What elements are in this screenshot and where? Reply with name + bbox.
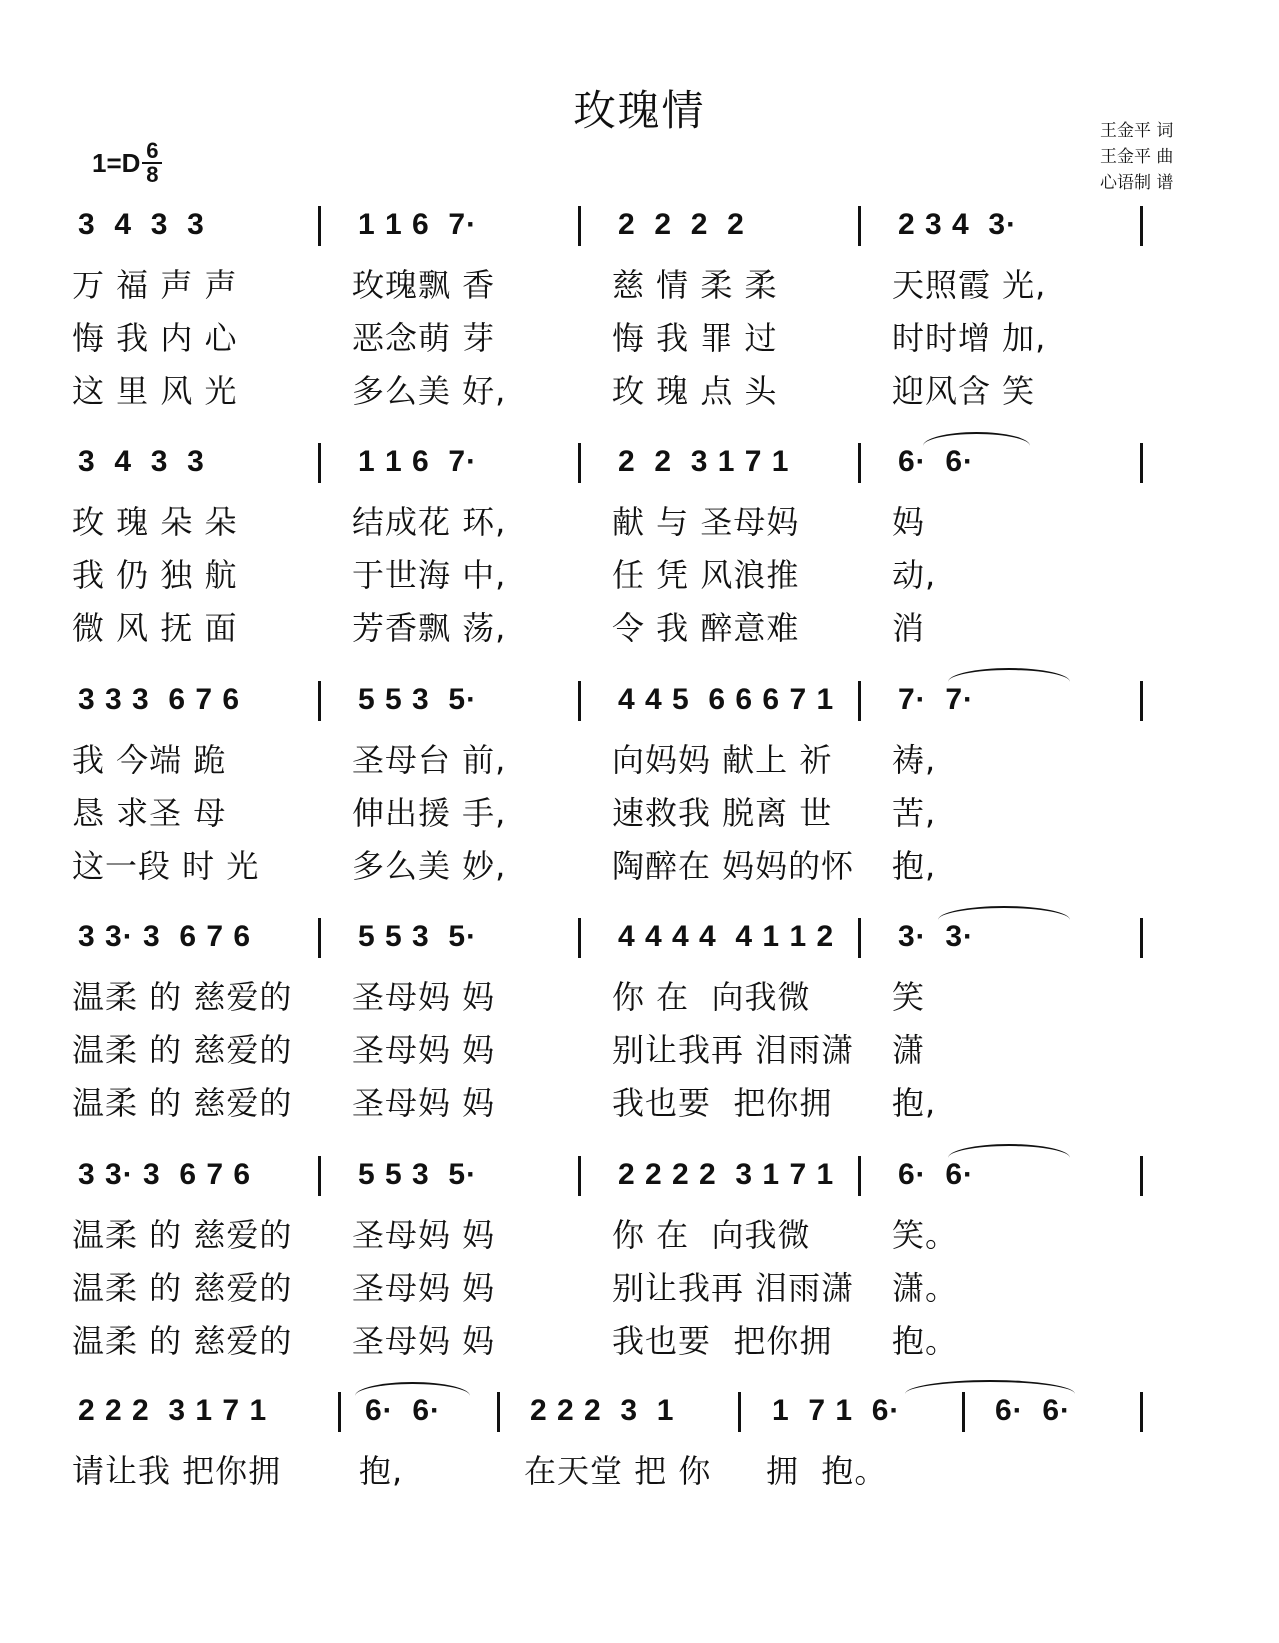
measure-notes: 2 2 3 1 7 1	[618, 445, 790, 478]
lyric-text: 抱,	[892, 1084, 937, 1122]
barline	[1140, 681, 1143, 721]
barline	[578, 918, 581, 958]
lyric-text: 在天堂 把 你	[524, 1452, 712, 1490]
lyric-line	[0, 309, 1279, 362]
lyric-text: 苦,	[892, 794, 937, 832]
lyric-text: 我 今端 跪	[72, 741, 227, 779]
notation-row	[0, 1150, 1279, 1206]
lyric-text: 别让我再 泪雨潇	[612, 1269, 855, 1307]
slur	[938, 906, 1070, 920]
key-label: 1=D	[92, 147, 141, 178]
lyricist-credit: 王金平 词	[1100, 121, 1174, 141]
credits	[1100, 118, 1173, 196]
barline	[858, 681, 861, 721]
lyric-text: 多么美 好,	[352, 372, 507, 410]
barline	[738, 1392, 741, 1432]
barline	[858, 1156, 861, 1196]
lyric-text: 悔 我 内 心	[72, 319, 238, 357]
lyric-text: 消	[892, 609, 926, 647]
lyric-text: 我也要 把你拥	[612, 1322, 833, 1360]
barline	[318, 681, 321, 721]
lyric-line	[0, 837, 1279, 890]
lyric-text: 天照霞 光,	[892, 266, 1047, 304]
barline	[318, 206, 321, 246]
lyric-text: 圣母妈 妈	[352, 978, 496, 1016]
lyric-text: 笑	[892, 978, 926, 1016]
lyric-line	[0, 1259, 1279, 1312]
lyric-text: 圣母妈 妈	[352, 1216, 496, 1254]
lyric-text: 温柔 的 慈爱的	[72, 1031, 293, 1069]
barline	[578, 681, 581, 721]
barline	[1140, 206, 1143, 246]
lyric-text: 时时增 加,	[892, 319, 1047, 357]
lyric-text: 迎风含 笑	[892, 372, 1036, 410]
lyric-text: 请让我 把你拥	[72, 1452, 282, 1490]
lyric-text: 令 我 醉意难	[612, 609, 800, 647]
slur	[948, 668, 1070, 682]
measure-notes: 3 4 3 3	[78, 445, 205, 478]
lyric-line	[0, 1206, 1279, 1259]
barline	[1140, 918, 1143, 958]
lyric-line	[0, 1074, 1279, 1127]
lyric-text: 这一段 时 光	[72, 847, 260, 885]
lyric-text: 别让我再 泪雨潇	[612, 1031, 855, 1069]
barline	[858, 443, 861, 483]
measure-notes: 1 1 6 7·	[358, 208, 478, 241]
slur	[905, 1380, 1075, 1394]
slur	[355, 1382, 470, 1396]
barline	[962, 1392, 965, 1432]
lyric-line	[0, 731, 1279, 784]
measure-notes: 4 4 5 6 6 6 7 1	[618, 683, 835, 716]
notation-row	[0, 675, 1279, 731]
lyric-text: 拥 抱。	[766, 1452, 888, 1490]
measure-notes: 1 1 6 7·	[358, 445, 478, 478]
lyric-text: 陶醉在 妈妈的怀	[612, 847, 855, 885]
lyric-text: 玫瑰飘 香	[352, 266, 496, 304]
lyric-text: 温柔 的 慈爱的	[72, 1269, 293, 1307]
composer-credit: 王金平 曲	[1100, 147, 1174, 167]
lyric-line	[0, 546, 1279, 599]
barline	[578, 1156, 581, 1196]
measure-notes: 2 3 4 3·	[898, 208, 1018, 241]
lyric-line	[0, 493, 1279, 546]
measure-notes: 6· 6·	[365, 1394, 442, 1427]
time-numerator: 6	[146, 138, 159, 163]
lyric-text: 悔 我 罪 过	[612, 319, 778, 357]
measure-notes: 7· 7·	[898, 683, 975, 716]
lyric-line	[0, 968, 1279, 1021]
notation-row	[0, 912, 1279, 968]
lyric-text: 温柔 的 慈爱的	[72, 1084, 293, 1122]
lyric-text: 于世海 中,	[352, 556, 507, 594]
lyric-text: 恳 求圣 母	[72, 794, 227, 832]
score-system	[0, 437, 1279, 652]
lyric-text: 结成花 环,	[352, 503, 507, 541]
lyric-text: 献 与 圣母妈	[612, 503, 800, 541]
time-signature	[142, 140, 162, 186]
measure-notes: 1 7 1 6·	[772, 1394, 901, 1427]
lyric-line	[0, 1442, 1279, 1495]
arranger-credit: 心语制 谱	[1100, 173, 1174, 193]
barline	[1140, 443, 1143, 483]
lyric-text: 圣母妈 妈	[352, 1322, 496, 1360]
barline	[497, 1392, 500, 1432]
measure-notes: 2 2 2 2	[618, 208, 745, 241]
lyric-text: 万 福 声 声	[72, 266, 238, 304]
measure-notes: 5 5 3 5·	[358, 920, 478, 953]
lyric-text: 温柔 的 慈爱的	[72, 978, 293, 1016]
barline	[318, 918, 321, 958]
barline	[338, 1392, 341, 1432]
lyric-text: 微 风 抚 面	[72, 609, 238, 647]
slur	[948, 1144, 1070, 1158]
lyric-text: 玫 瑰 点 头	[612, 372, 778, 410]
lyric-text: 温柔 的 慈爱的	[72, 1322, 293, 1360]
score-system-final	[0, 1386, 1279, 1495]
lyric-text: 向妈妈 献上 祈	[612, 741, 833, 779]
score-system	[0, 912, 1279, 1127]
notation-row	[0, 200, 1279, 256]
measure-notes: 3 3 3 6 7 6	[78, 683, 241, 716]
lyric-text: 笑。	[892, 1216, 959, 1254]
lyric-text: 圣母妈 妈	[352, 1269, 496, 1307]
song-title: 玫瑰情	[573, 86, 706, 135]
lyric-text: 我也要 把你拥	[612, 1084, 833, 1122]
measure-notes: 3 3· 3 6 7 6	[78, 920, 252, 953]
measure-notes: 2 2 2 2 3 1 7 1	[618, 1158, 835, 1191]
slur	[923, 432, 1030, 446]
barline	[318, 1156, 321, 1196]
lyric-text: 你 在 向我微	[612, 978, 811, 1016]
notation-row	[0, 437, 1279, 493]
measure-notes: 6· 6·	[898, 445, 975, 478]
lyric-text: 慈 情 柔 柔	[612, 266, 778, 304]
lyric-text: 圣母妈 妈	[352, 1084, 496, 1122]
lyric-text: 潇	[892, 1031, 926, 1069]
barline	[858, 206, 861, 246]
lyric-text: 恶念萌 芽	[352, 319, 496, 357]
barline	[1140, 1156, 1143, 1196]
lyric-text: 多么美 妙,	[352, 847, 507, 885]
lyric-text: 抱,	[892, 847, 937, 885]
key-signature	[92, 140, 162, 186]
lyric-text: 我 仍 独 航	[72, 556, 238, 594]
barline	[1140, 1392, 1143, 1432]
notation-row	[0, 1386, 1279, 1442]
lyric-text: 芳香飘 荡,	[352, 609, 507, 647]
barline	[578, 206, 581, 246]
score-system	[0, 200, 1279, 415]
lyric-text: 圣母台 前,	[352, 741, 507, 779]
lyric-line	[0, 599, 1279, 652]
score-system	[0, 675, 1279, 890]
measure-notes: 6· 6·	[995, 1394, 1072, 1427]
lyric-line	[0, 362, 1279, 415]
measure-notes: 3 4 3 3	[78, 208, 205, 241]
lyric-text: 任 凭 风浪推	[612, 556, 800, 594]
measure-notes: 3 3· 3 6 7 6	[78, 1158, 252, 1191]
measure-notes: 4 4 4 4 4 1 1 2	[618, 920, 835, 953]
lyric-line	[0, 1021, 1279, 1074]
measure-notes: 2 2 2 3 1 7 1	[78, 1394, 268, 1427]
lyric-line	[0, 1312, 1279, 1365]
lyric-text: 潇。	[892, 1269, 959, 1307]
lyric-text: 速救我 脱离 世	[612, 794, 833, 832]
lyric-text: 抱。	[892, 1322, 959, 1360]
lyric-text: 你 在 向我微	[612, 1216, 811, 1254]
lyric-text: 抱,	[359, 1452, 404, 1490]
lyric-text: 妈	[892, 503, 926, 541]
lyric-text: 这 里 风 光	[72, 372, 238, 410]
lyric-text: 圣母妈 妈	[352, 1031, 496, 1069]
measure-notes: 2 2 2 3 1	[530, 1394, 675, 1427]
measure-notes: 5 5 3 5·	[358, 683, 478, 716]
lyric-text: 温柔 的 慈爱的	[72, 1216, 293, 1254]
lyric-text: 祷,	[892, 741, 937, 779]
measure-notes: 6· 6·	[898, 1158, 975, 1191]
lyric-text: 伸出援 手,	[352, 794, 507, 832]
score-system	[0, 1150, 1279, 1365]
lyric-line	[0, 256, 1279, 309]
lyric-line	[0, 784, 1279, 837]
barline	[858, 918, 861, 958]
measure-notes: 3· 3·	[898, 920, 975, 953]
measure-notes: 5 5 3 5·	[358, 1158, 478, 1191]
barline	[578, 443, 581, 483]
lyric-text: 玫 瑰 朵 朵	[72, 503, 238, 541]
time-denominator: 8	[146, 162, 159, 187]
barline	[318, 443, 321, 483]
lyric-text: 动,	[892, 556, 937, 594]
